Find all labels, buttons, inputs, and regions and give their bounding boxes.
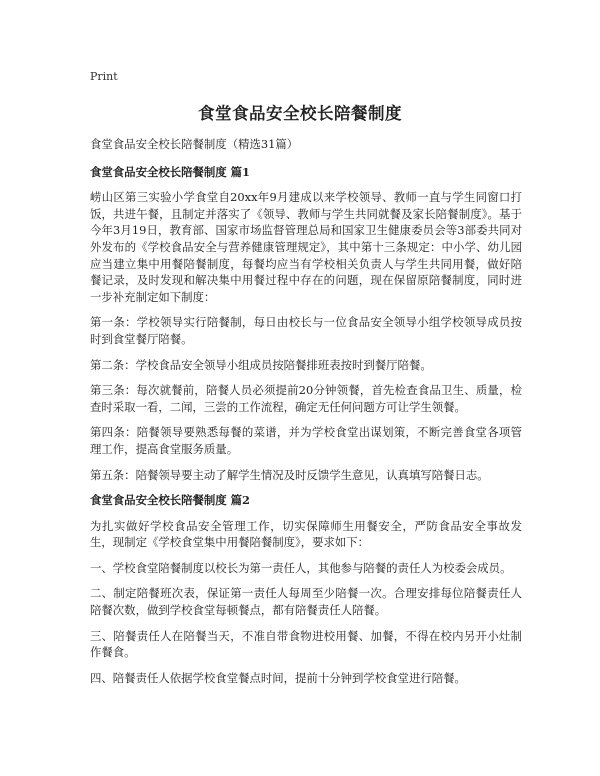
paragraph: 第二条：学校食品安全领导小组成员按陪餐排班表按时到餐厅陪餐。 bbox=[90, 357, 432, 372]
paragraph: 二、制定陪餐班次表，保证第一责任人每周至少陪餐一次。合理安排每位陪餐责任人陪餐次数，做到学校食堂每顿餐点，都有陪餐责任人陪餐。 bbox=[90, 586, 522, 618]
page-title: 食堂食品安全校长陪餐制度 bbox=[198, 104, 402, 123]
document-subtitle: 食堂食品安全校长陪餐制度（精选31篇） bbox=[90, 137, 299, 151]
paragraph: 第一条：学校领导实行陪餐制，每日由校长与一位食品安全领导小组学校领导成员按时到食堂餐厅陪餐。 bbox=[90, 315, 522, 346]
paragraph: 第四条：陪餐领导要熟悉每餐的菜谱，并为学校食堂出谋划策，不断完善食堂各项管理工作，提高食堂服务质量。 bbox=[90, 425, 522, 456]
paragraph: 为扎实做好学校食品安全管理工作，切实保障师生用餐安全，严防食品安全事故发生，现制定《学校食堂集中用餐陪餐制度》，要求如下： bbox=[90, 518, 522, 550]
paragraph: 四、陪餐责任人依据学校食堂餐点时间，提前十分钟到学校食堂进行陪餐。 bbox=[90, 670, 466, 685]
paragraph: 第三条：每次就餐前，陪餐人员必须提前20分钟领餐，首先检查食品卫生、质量，检查时采取一看，二闻，三尝的工作流程，确定无任何问题方可让学生领餐。 bbox=[90, 383, 522, 414]
print-label: Print bbox=[90, 70, 118, 83]
paragraph: 崂山区第三实验小学食堂自20xx年9月建成以来学校领导、教师一直与学生同窗口打饭，共进午餐，且制定并落实了《领导、教师与学生共同就餐及家长陪餐制度》。基于今年3月19日，教育部、国家市场监督管理总局和国家卫生健康委员会等3部委共同对外发布的《学校食品安全与营养健康管理规定》，其中第十三条规定：中小学、幼儿园应当建立集中用餐陪餐制度，每餐均应当有学校相关负责人与学生共同用餐，做好陪餐记录，及时发现和解决集中用餐过程中存在的问题，现在保留原陪餐制度，同时进一步补充制定如下制度： bbox=[90, 190, 522, 304]
section-heading: 食堂食品安全校长陪餐制度 篇2 bbox=[90, 493, 250, 508]
section-2 bbox=[90, 492, 522, 686]
section-heading: 食堂食品安全校长陪餐制度 篇1 bbox=[90, 164, 250, 179]
paragraph: 第五条：陪餐领导要主动了解学生情况及时反馈学生意见，认真填写陪餐日志。 bbox=[90, 467, 489, 482]
section-1 bbox=[90, 164, 522, 484]
paragraph: 一、学校食堂陪餐制度以校长为第一责任人，其他参与陪餐的责任人为校委会成员。 bbox=[90, 560, 512, 575]
document-body bbox=[90, 136, 522, 695]
paragraph: 三、陪餐责任人在陪餐当天，不准自带食物进校用餐、加餐，不得在校内另开小灶制作餐食。 bbox=[90, 628, 522, 660]
